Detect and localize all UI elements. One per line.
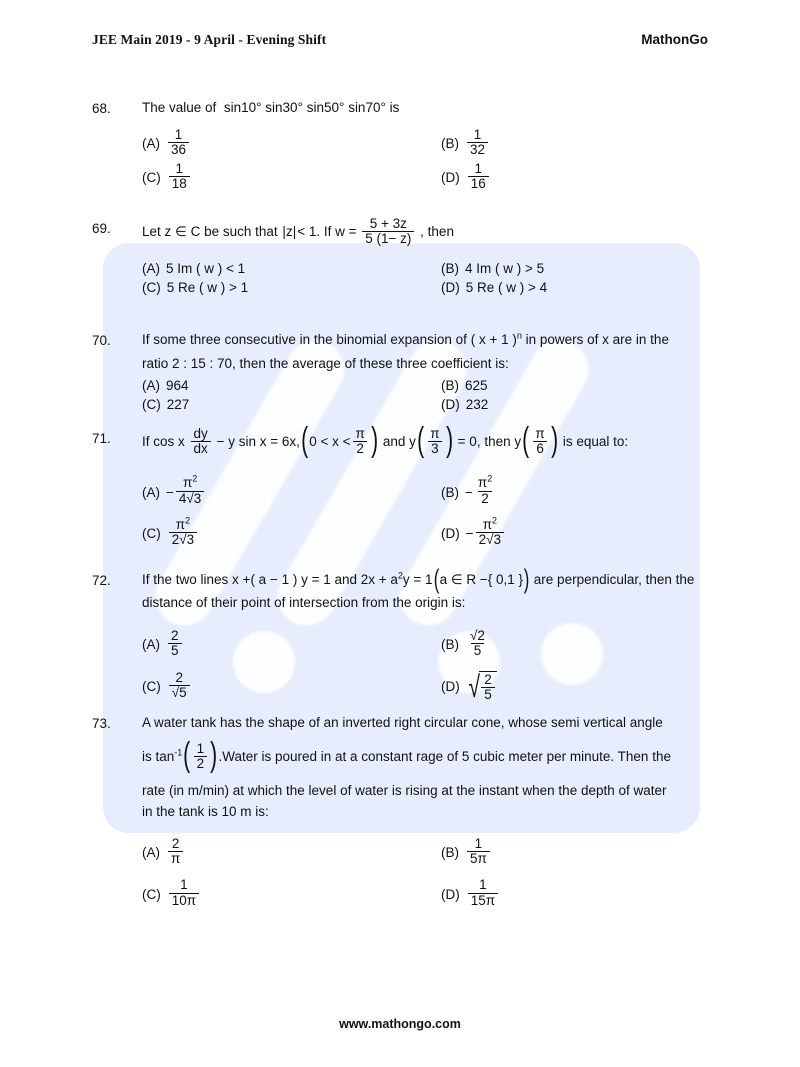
complex-set: C: [190, 224, 201, 240]
option-label: (C): [142, 169, 161, 185]
degree-sign: °: [256, 100, 262, 115]
footer-url: www.mathongo.com: [339, 1017, 461, 1031]
q72-part-b: are perpendicular, then the: [533, 572, 695, 587]
question-number: 73.: [92, 716, 111, 731]
q68-term-2: sin30: [265, 100, 298, 115]
q73-line1: A water tank has the shape of an inverted right circular cone, whose semi vertical angle: [142, 715, 663, 730]
fraction-numerator: π: [355, 426, 365, 441]
page-header: [92, 32, 708, 48]
fraction-denominator: √5: [169, 685, 190, 700]
option-label: (C): [142, 886, 161, 902]
question-number: 71.: [92, 431, 111, 446]
derivative-fraction: [191, 427, 211, 456]
option-d[interactable]: [441, 395, 740, 414]
option-a[interactable]: [142, 471, 441, 512]
exponent: 2: [185, 515, 191, 526]
option-value: 5 Im ( w ) < 1: [166, 261, 246, 277]
option-d[interactable]: [441, 873, 740, 914]
option-b[interactable]: [441, 376, 740, 395]
excluded-set: { 0,1 }: [487, 572, 524, 587]
fraction-denominator: 18: [169, 176, 190, 191]
option-value: 625: [465, 377, 488, 393]
fraction-numerator: [180, 473, 200, 491]
option-c[interactable]: [142, 278, 441, 297]
option-b[interactable]: [441, 624, 740, 665]
question-number: 70.: [92, 333, 111, 348]
option-b[interactable]: [441, 832, 740, 873]
option-value: [467, 128, 488, 157]
option-label: (A): [142, 377, 160, 393]
q72-part-a: If the two lines x +: [142, 572, 251, 587]
fraction-denominator: 10π: [169, 893, 199, 908]
q68-term-3: sin50: [306, 100, 340, 115]
option-value: 4 Im ( w ) > 5: [465, 261, 545, 277]
fraction-denominator: 5: [471, 643, 485, 658]
option-label: (D): [441, 679, 460, 695]
fraction-denominator: 5: [168, 643, 182, 658]
option-value: √ $\frac{2}{5}$: [466, 671, 497, 702]
exponent: 2: [192, 473, 198, 484]
fraction-denominator: 6: [533, 441, 547, 456]
inverse-exponent: -1: [174, 747, 183, 758]
option-value: [169, 162, 190, 191]
q71-part-c: and y: [382, 434, 416, 450]
q71-part-d: = 0, then y: [457, 434, 522, 450]
option-value: [169, 671, 190, 700]
option-d[interactable]: [441, 665, 740, 708]
option-label: (A): [142, 845, 160, 861]
q70-line2: ratio 2 : 15 : 70, then the average of these three coefficient is:: [142, 355, 509, 371]
half-fraction: [194, 742, 208, 771]
option-value: [169, 878, 199, 907]
fraction-numerator: 2: [171, 836, 180, 852]
option-a[interactable]: [142, 376, 441, 395]
exponent: 2: [487, 473, 493, 484]
option-label: (A): [142, 261, 160, 277]
question-text: [142, 218, 740, 247]
q71-range-pre: 0 < x <: [309, 434, 351, 450]
option-sign: −: [166, 484, 174, 500]
q72-condition: a ∈ R −: [439, 572, 488, 587]
option-value: 964: [166, 377, 189, 393]
range-fraction: [352, 427, 367, 456]
option-label: (C): [142, 679, 161, 695]
question-number: 69.: [92, 221, 111, 236]
fraction-numerator: 1: [196, 740, 205, 756]
option-label: (C): [142, 396, 161, 412]
option-b[interactable]: [441, 259, 740, 278]
option-label: (B): [441, 637, 459, 653]
fraction-numerator: [480, 515, 500, 532]
fraction-denominator: 3: [428, 441, 442, 456]
question-70: [92, 330, 740, 414]
fraction-denominator: 36: [168, 142, 189, 157]
option-label: (A): [142, 136, 160, 152]
fraction-numerator: 1: [474, 160, 483, 176]
question-text: If the two lines x +( a − 1 ) y = 1 and $2x + a^2y = 1(a$ ∈ R −{ 0,1 }) are perpendicular, then the distance of their point of intersection from the origin is:: [142, 570, 740, 614]
fraction-denominator: 5: [481, 687, 495, 702]
radicand: [479, 671, 497, 702]
fraction-numerator: 1: [473, 127, 482, 143]
option-label: (B): [441, 136, 459, 152]
option-sign: −: [465, 484, 473, 500]
fraction-numerator: 2: [484, 672, 492, 688]
q68-lead: The value of: [142, 100, 217, 115]
question-number: 72.: [92, 573, 111, 588]
option-label: (B): [441, 484, 459, 500]
fraction-denominator: 2: [353, 441, 367, 456]
option-sign: −: [465, 525, 474, 541]
q69-part-3: , then: [420, 224, 454, 240]
option-c[interactable]: [142, 161, 441, 194]
option-value: 227: [166, 396, 190, 412]
option-value: [176, 473, 204, 506]
fraction-denominator: 4√3: [176, 491, 204, 506]
option-d[interactable]: [441, 278, 740, 297]
option-value: 5 Re ( w ) > 4: [465, 280, 548, 296]
question-text: If cos x $\frac{dy}{dx}$ − y sin x = 6x,(0 < x < $\frac{\pi}{2}$ ) and y( $\frac{\pi}{3}$ ) = 0, then y( $\frac{\pi}{6}$ ) is equal to:: [142, 421, 629, 460]
option-value: 232: [465, 396, 489, 412]
element-of-sign: ∈: [175, 224, 187, 240]
option-c[interactable]: [142, 873, 441, 914]
pi-symbol: π: [477, 475, 488, 491]
option-label: (C): [142, 280, 161, 296]
q69-part-1: Let z: [142, 224, 172, 240]
option-a[interactable]: [142, 127, 441, 160]
q71-part-b: − y sin x = 6x,: [216, 434, 300, 450]
fraction-denominator: 32: [467, 142, 488, 157]
question-number: 68.: [92, 101, 111, 116]
option-c[interactable]: [142, 395, 441, 414]
fraction-denominator: 5π: [467, 851, 490, 866]
option-d[interactable]: [441, 513, 740, 554]
option-value: [169, 515, 197, 547]
q69-inequality: < 1. If w =: [297, 224, 357, 240]
question-68: [92, 98, 740, 194]
y-arg-fraction-1: [427, 427, 442, 456]
q71-part-e: is equal to:: [562, 434, 629, 450]
question-text: [142, 98, 740, 119]
fraction-denominator: dx: [191, 441, 211, 456]
question-71: [92, 421, 740, 554]
q73-line3: rate (in m/min) at which the level of water is rising at the instant when the depth of water: [142, 783, 667, 799]
fraction-numerator: 1: [474, 836, 483, 852]
binomial-expr: ( x + 1 ): [470, 332, 517, 347]
fraction-numerator: [475, 473, 495, 491]
option-label: (D): [441, 886, 460, 902]
fraction-denominator: 2: [194, 756, 208, 771]
fraction-numerator: √2: [470, 627, 485, 643]
fraction-numerator: 1: [175, 160, 184, 176]
question-73: [92, 713, 740, 915]
binomial-exponent: n: [516, 330, 522, 341]
option-value: [468, 878, 498, 907]
option-value: [467, 629, 488, 658]
option-label: (B): [441, 845, 459, 861]
brand-label: MathonGo: [641, 32, 708, 47]
nested-fraction: [481, 673, 495, 702]
question-text: [142, 330, 740, 375]
option-a[interactable]: [142, 259, 441, 278]
option-c[interactable]: [142, 513, 441, 554]
fraction-denominator: 2√3: [169, 532, 197, 547]
question-69: [92, 218, 740, 297]
fraction-numerator: 5 + 3z: [369, 216, 407, 231]
option-b[interactable]: [441, 471, 740, 512]
option-label: (C): [142, 525, 161, 541]
option-value: [468, 162, 489, 191]
q68-tail: is: [389, 100, 400, 115]
option-label: (D): [441, 169, 460, 185]
option-value: 5 Re ( w ) > 1: [166, 280, 249, 296]
option-value: [168, 629, 182, 658]
option-value: [476, 515, 504, 547]
option-value: [467, 837, 490, 866]
option-value: [475, 473, 495, 506]
fraction-numerator: 1: [479, 877, 487, 893]
fraction-denominator: π: [168, 851, 183, 866]
fraction-numerator: 1: [174, 127, 183, 143]
q70-line1-b: in powers of x are in the: [525, 332, 669, 347]
fraction-denominator: 5 (1− z): [362, 231, 414, 246]
option-d[interactable]: [441, 161, 740, 194]
pi-symbol: π: [182, 475, 193, 491]
option-a[interactable]: [142, 832, 441, 873]
degree-sign: °: [297, 100, 303, 115]
pi-symbol: π: [175, 516, 186, 532]
q69-part-2: be such that: [204, 224, 278, 240]
fraction-numerator: 2: [175, 670, 183, 686]
fraction-numerator: dy: [193, 426, 208, 441]
option-label: (A): [142, 637, 160, 653]
page-footer: [0, 1017, 800, 1031]
q73-line4: in the tank is 10 m is:: [142, 804, 269, 820]
fraction-denominator: 2√3: [476, 532, 504, 547]
q70-line1-a: If some three consecutive in the binomial expansion of: [142, 332, 467, 347]
option-label: (A): [142, 484, 160, 500]
fraction-numerator: 2: [171, 627, 179, 643]
pi-symbol: π: [482, 516, 493, 532]
absolute-value: |z|: [282, 224, 297, 240]
square-exponent: 2: [397, 570, 403, 581]
fraction-numerator: [173, 515, 193, 532]
option-label: (D): [441, 525, 460, 541]
q72-line-2: y = 1: [402, 572, 433, 587]
option-label: (B): [441, 377, 459, 393]
option-label: (D): [441, 280, 460, 296]
q72-line2: distance of their point of intersection from the origin is:: [142, 594, 466, 610]
exam-title: JEE Main 2019 - 9 April - Evening Shift: [92, 32, 327, 47]
degree-sign: °: [339, 100, 345, 115]
q68-term-1: sin10: [223, 100, 257, 115]
option-label: (B): [441, 261, 459, 277]
q71-part-a: If cos x: [142, 434, 185, 450]
degree-sign: °: [380, 100, 386, 115]
question-72: [92, 564, 740, 709]
option-c[interactable]: [142, 665, 441, 708]
option-b[interactable]: [441, 127, 740, 160]
q73-line2-b: .Water is poured in at a constant rage of 5 cubic meter per minute. Then the: [218, 749, 671, 765]
fraction-numerator: π: [430, 426, 440, 441]
fraction-denominator: 15π: [468, 893, 498, 908]
option-label: (D): [441, 396, 460, 412]
fraction-denominator: 2: [478, 491, 492, 506]
option-value: [168, 837, 183, 866]
q68-term-4: sin70: [348, 100, 381, 115]
option-a[interactable]: [142, 624, 441, 665]
q72-line-1: ( a − 1 ) y = 1 and 2x + a: [250, 572, 398, 587]
question-text: A water tank has the shape of an inverted right circular cone, whose semi vertical angle is $\tan^{-1}$( $\frac{1}{2}$ ).Water is poured in at a constant rage of 5 cubic meter per minute. Then the rate (in m/min) at which the level of water is rising at the instant when the depth of water in the tank is 10 m is:: [142, 713, 740, 823]
option-value: [168, 128, 189, 157]
fraction-denominator: 16: [468, 176, 489, 191]
y-arg-fraction-2: [532, 427, 547, 456]
abs-arg: z: [285, 224, 293, 240]
fraction-numerator: 1: [180, 877, 188, 893]
w-fraction: [362, 217, 414, 246]
exponent: 2: [492, 515, 498, 526]
q73-line2-a: is tan: [142, 749, 175, 765]
fraction-numerator: π: [535, 426, 545, 441]
